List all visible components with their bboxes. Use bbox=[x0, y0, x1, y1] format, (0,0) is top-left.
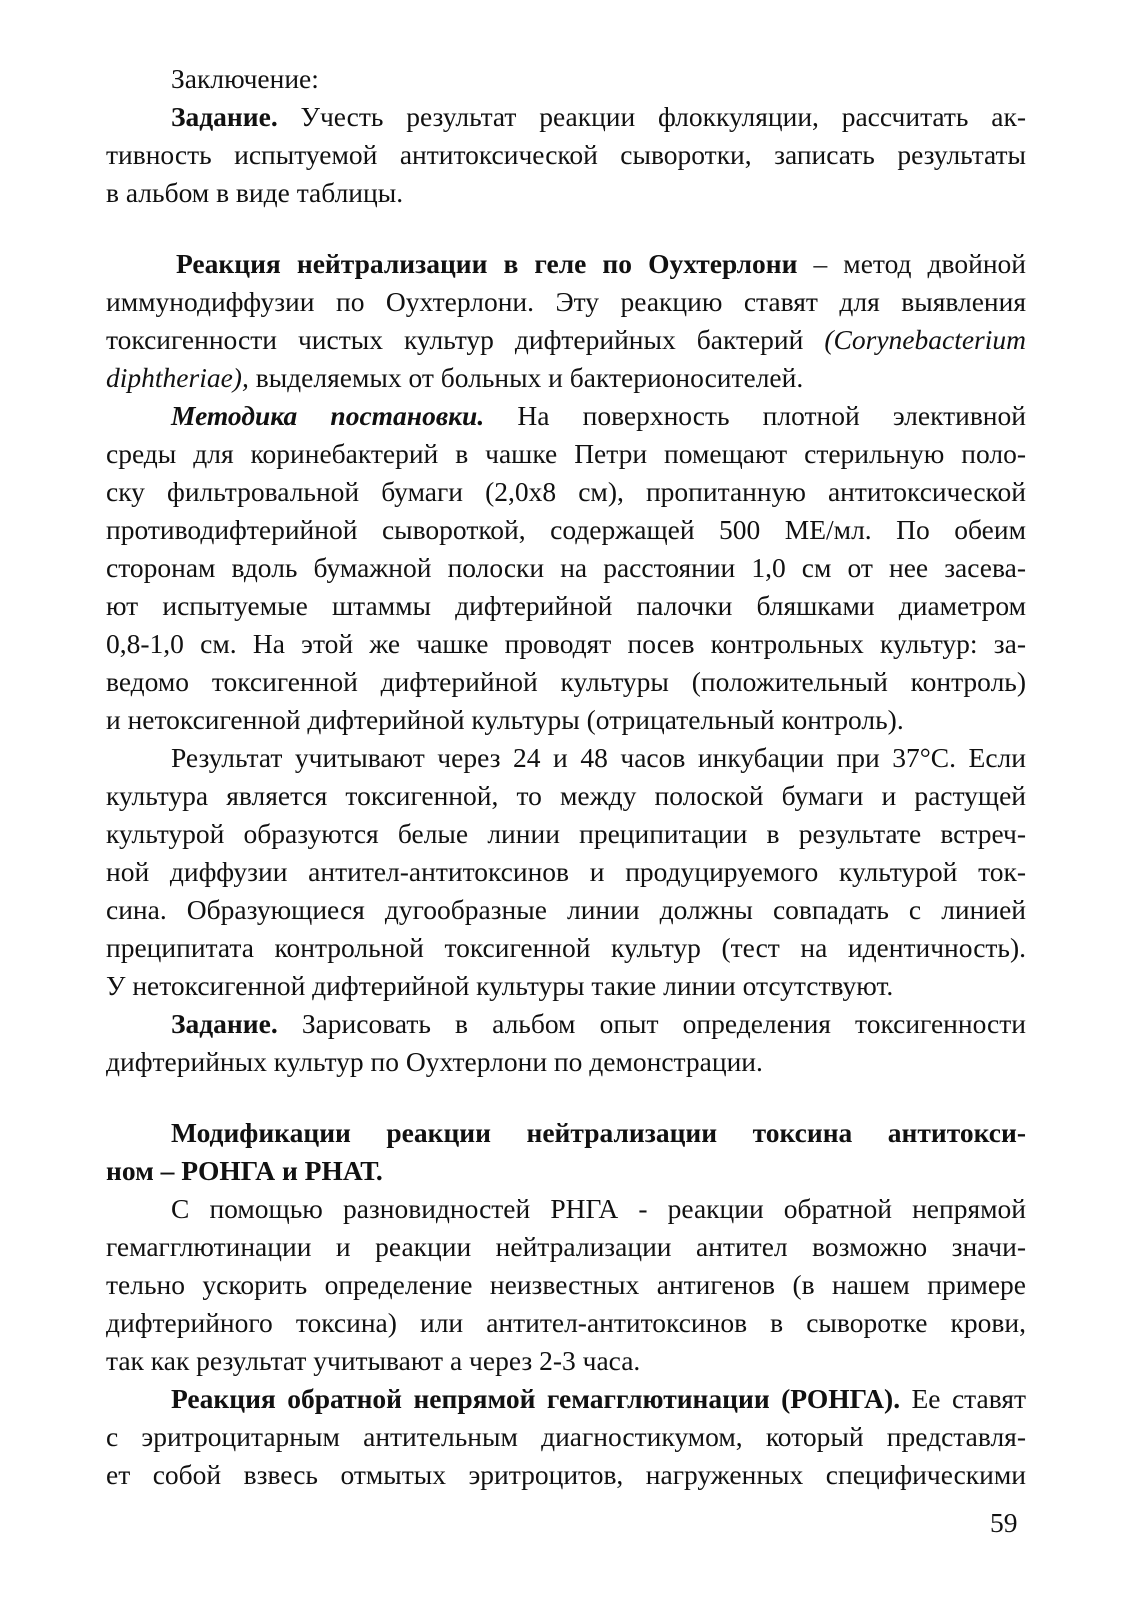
paragraph-line: сторонам вдоль бумажной полоски на расстоянии 1,0 см от нее засева- bbox=[106, 552, 1026, 583]
paragraph-line: ет собой взвесь отмытых эритроцитов, нагруженных специфическими bbox=[106, 1459, 1026, 1490]
ouchterlony-heading-line: Реакция нейтрализации в геле по Оухтерлони – метод двойной bbox=[176, 248, 1026, 279]
task-line: Задание. Учесть результат реакции флоккуляции, рассчитать ак- bbox=[171, 101, 1026, 132]
paragraph-line: среды для коринебактерий в чашке Петри помещают стерильную поло- bbox=[106, 438, 1026, 469]
paragraph-line: тельно ускорить определение неизвестных антигенов (в нашем примере bbox=[106, 1269, 1026, 1300]
paragraph-line: ведомо токсигенной дифтерийной культуры (положительный контроль) bbox=[106, 666, 1026, 697]
method-label: Методика постановки. bbox=[171, 400, 485, 431]
task-line: в альбом в виде таблицы. bbox=[106, 177, 404, 208]
paragraph-line: У нетоксигенной дифтерийной культуры такие линии отсутствуют. bbox=[106, 970, 894, 1001]
paragraph-line: сина. Образующиеся дугообразные линии должны совпадать с линией bbox=[106, 894, 1026, 925]
paragraph-line: ной диффузии антител-антитоксинов и продуцируемого культурой ток- bbox=[106, 856, 1026, 887]
section-heading-line bbox=[106, 1152, 1026, 1190]
paragraph-line: дифтерийного токсина) или антител-антитоксинов в сыворотке крови, bbox=[106, 1307, 1026, 1338]
paragraph-line: и нетоксигенной дифтерийной культуры (отрицательный контроль). bbox=[106, 704, 904, 735]
method-heading-line: Методика постановки. На поверхность плотной элективной bbox=[171, 400, 1026, 431]
paragraph-line: С помощью разновидностей РНГА - реакции обратной непрямой bbox=[171, 1193, 1026, 1224]
paragraph-line: diphtheriae), выделяемых от больных и бактерионосителей. bbox=[106, 362, 804, 393]
task-line: тивность испытуемой антитоксической сыворотки, записать результаты bbox=[106, 139, 1026, 170]
paragraph-line: противодифтерийной сывороткой, содержащей 500 МЕ/мл. По обеим bbox=[106, 514, 1026, 545]
paragraph-line: так как результат учитывают а через 2-3 часа. bbox=[106, 1345, 641, 1376]
task-label: Задание. bbox=[171, 101, 278, 132]
paragraph-line: культурой образуются белые линии преципитации в результате встреч- bbox=[106, 818, 1026, 849]
task-line: Задание. Зарисовать в альбом опыт определения токсигенности bbox=[171, 1008, 1026, 1039]
paragraph-line: с эритроцитарным антительным диагностикумом, который представля- bbox=[106, 1421, 1026, 1452]
task-line: дифтерийных культур по Оухтерлони по демонстрации. bbox=[106, 1046, 763, 1077]
paragraph-line: 0,8-1,0 см. На этой же чашке проводят посев контрольных культур: за- bbox=[106, 628, 1026, 659]
page-number: 59 bbox=[990, 1507, 1018, 1538]
paragraph-line: ют испытуемые штаммы дифтерийной палочки бляшками диаметром bbox=[106, 590, 1026, 621]
paragraph-line: Результат учитывают через 24 и 48 часов инкубации при 37°С. Если bbox=[171, 742, 1026, 773]
paragraph-line: преципитата контрольной токсигенной культур (тест на идентичность). bbox=[106, 932, 1026, 963]
section-heading: ном – РОНГА и РНАТ. bbox=[106, 1155, 383, 1186]
paragraph-line: токсигенности чистых культур дифтерийных бактерий (Corynebacterium bbox=[106, 324, 1026, 355]
section-heading-line bbox=[106, 1114, 1026, 1152]
task-label: Задание. bbox=[171, 1008, 278, 1039]
species-name: diphtheriae), bbox=[106, 362, 249, 393]
ouchterlony-title: Реакция нейтрализации в геле по Оухтерлони bbox=[176, 248, 798, 279]
paragraph-line: ску фильтровальной бумаги (2,0х8 см), пропитанную антитоксической bbox=[106, 476, 1026, 507]
paragraph-line: культура является токсигенной, то между полоской бумаги и растущей bbox=[106, 780, 1026, 811]
section-heading: Модификации реакции нейтрализации токсина антитокси- bbox=[171, 1117, 1026, 1148]
ronga-title: Реакция обратной непрямой гемагглютинации (РОНГА). bbox=[171, 1383, 901, 1414]
paragraph-line: гемагглютинации и реакции нейтрализации антител возможно значи- bbox=[106, 1231, 1026, 1262]
conclusion-label: Заключение: bbox=[171, 63, 319, 94]
species-name: (Corynebacterium bbox=[824, 324, 1026, 355]
paragraph-line: иммунодиффузии по Оухтерлони. Эту реакцию ставят для выявления bbox=[106, 286, 1026, 317]
ronga-heading-line: Реакция обратной непрямой гемагглютинации (РОНГА). Ее ставят bbox=[171, 1383, 1026, 1414]
